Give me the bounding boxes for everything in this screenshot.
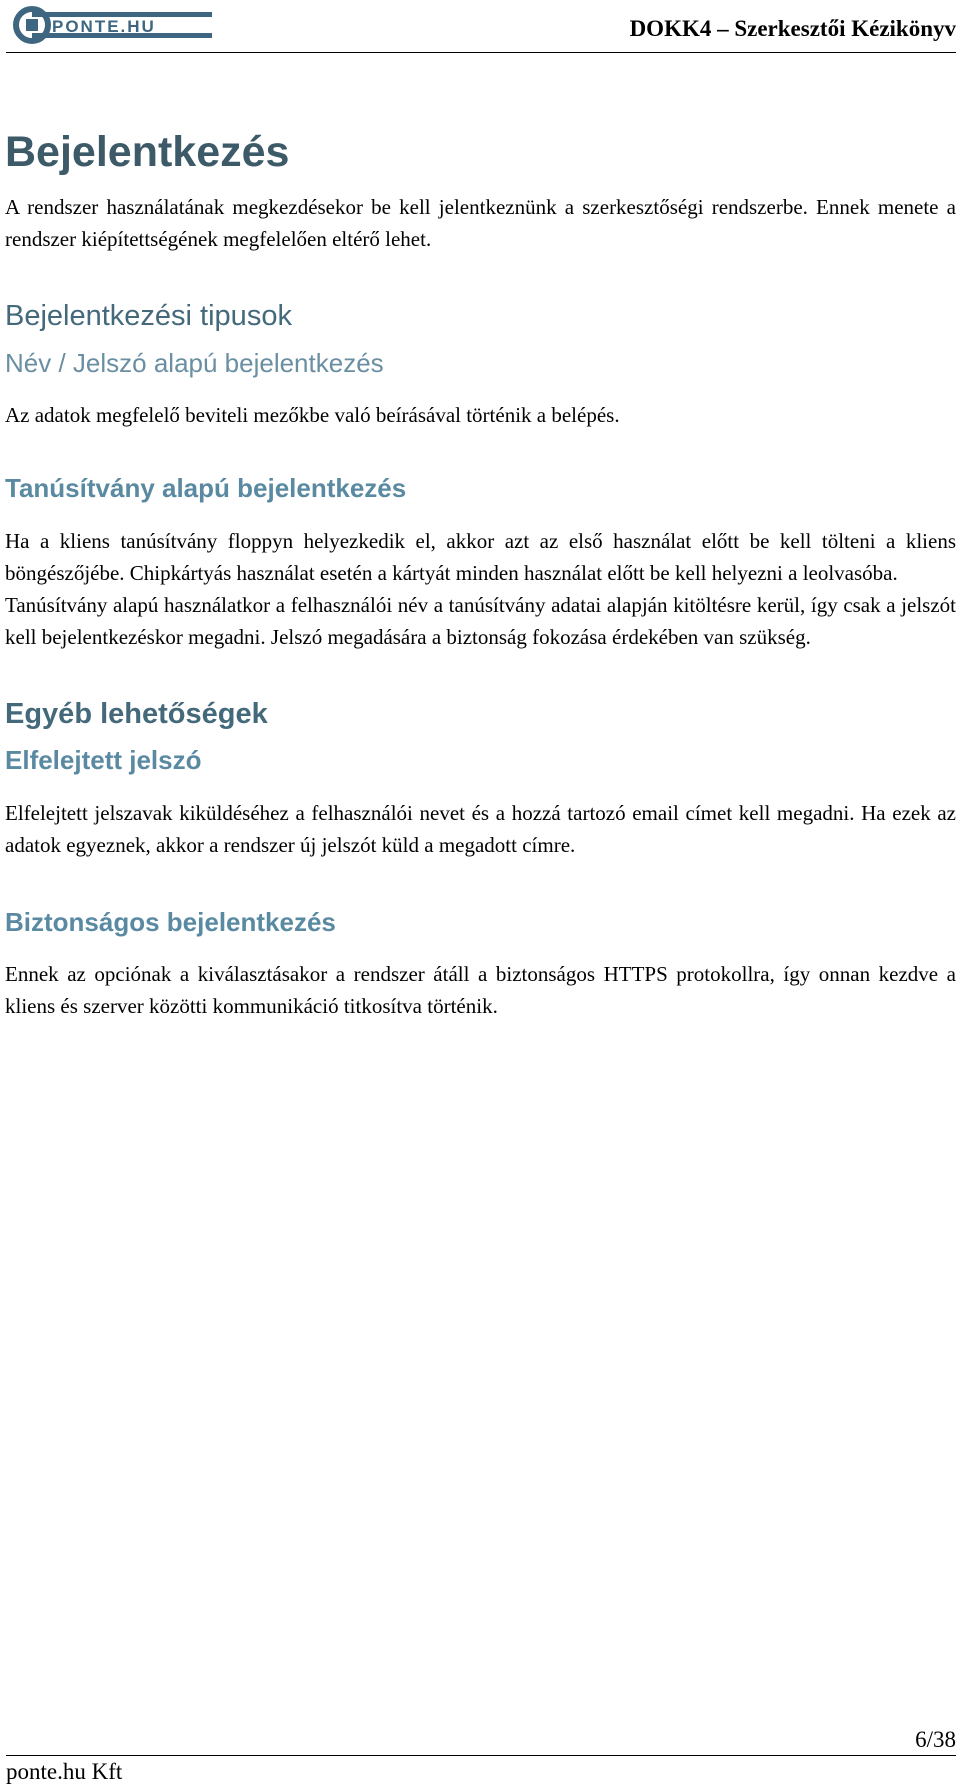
ponte-logo (12, 4, 212, 46)
subheading-certificate-login: Tanúsítvány alapú bejelentkezés (5, 473, 407, 504)
company-name: ponte.hu Kft (6, 1759, 123, 1784)
section-heading-login-types: Bejelentkezési tipusok (5, 300, 292, 333)
logo-text: PONTE.HU (52, 17, 156, 36)
intro-paragraph: A rendszer használatának megkezdésekor be kell jelentkeznünk a szerkesztőségi rendszerbe. Ennek menete a rendszer kiépítettségének megfelelően eltérő lehet. (5, 195, 956, 252)
password-login-paragraph: Az adatok megfelelő beviteli mezőkbe való beírásával történik a belépés. (5, 403, 620, 428)
subheading-password-login: Név / Jelszó alapú bejelentkezés (5, 348, 384, 379)
certificate-paragraph-2: Tanúsítvány alapú használatkor a felhasználói név a tanúsítvány adatai alapján kitöltésre kerül, így csak a jelszót kell bejelentkezéskor megadni. Jelszó megadására a biztonság fokozása érdekében van szükség. (5, 592, 956, 649)
page-number: 6/38 (915, 1727, 956, 1752)
page-title: Bejelentkezés (5, 128, 290, 176)
certificate-paragraph-1: Ha a kliens tanúsítvány floppyn helyezkedik el, akkor azt az első használat előtt be kell tölteni a kliens böngészőjébe. Chipkártyás használat esetén a kártyát minden használat előtt be kell helyezni a leolvasóba. (5, 528, 956, 585)
footer-divider (6, 1755, 956, 1756)
page-header (6, 0, 956, 53)
document-title: DOKK4 – Szerkesztői Kézikönyv (629, 16, 956, 41)
secure-login-paragraph: Ennek az opciónak a kiválasztásakor a rendszer átáll a biztonságos HTTPS protokollra, így onnan kezdve a kliens és szerver közötti kommunikáció titkosítva történik. (5, 961, 956, 1018)
subheading-forgotten-password: Elfelejtett jelszó (5, 745, 202, 776)
section-heading-other-options: Egyéb lehetőségek (5, 697, 268, 730)
subheading-secure-login: Biztonságos bejelentkezés (5, 906, 336, 937)
forgotten-password-paragraph: Elfelejtett jelszavak kiküldéséhez a felhasználói nevet és a hozzá tartozó email címet kell megadni. Ha ezek az adatok egyeznek, akkor a rendszer új jelszót küld a megadott címre. (5, 800, 956, 857)
page-content (5, 118, 956, 1022)
